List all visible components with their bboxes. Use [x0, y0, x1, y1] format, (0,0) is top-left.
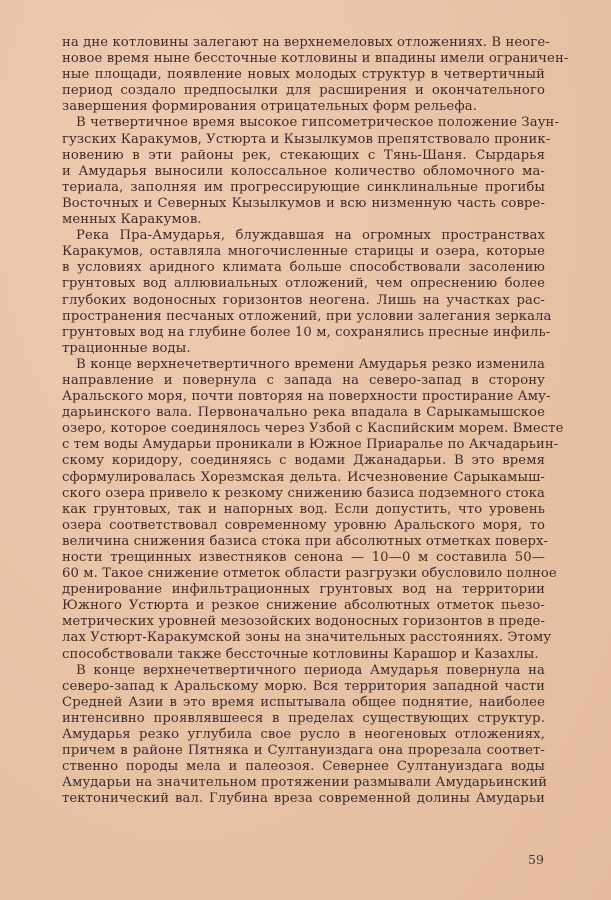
- text-line: тектонический вал. Глубина вреза современной долины Амударьи: [62, 791, 545, 807]
- text-line: Южного Устюрта и резкое снижение абсолютных отметок пьезо-: [62, 598, 545, 614]
- text-line: глубоких водоносных горизонтов неогена. Лишь на участках рас-: [62, 292, 545, 308]
- text-line: В конце верхнечетвертичного периода Амударья повернула на: [76, 662, 545, 678]
- text-line: ского озера привело к резкому снижению базиса подземного стока: [62, 485, 545, 501]
- text-line: пространения песчаных отложений, при условии залегания зеркала: [62, 308, 552, 324]
- text-line: Средней Азии в это время испытывала общее поднятие, наиболее: [62, 694, 545, 710]
- text-line: менных Каракумов.: [62, 212, 202, 228]
- text-line: сформулировалась Хорезмская дельта. Исчезновение Сарыкамыш-: [62, 469, 545, 485]
- paragraph: [62, 228, 552, 357]
- text-line: ственно породы мела и палеозоя. Севернее Султануиздага воды: [62, 759, 545, 775]
- text-line: грунтовых вод на глубине более 10 м, сохранялись пресные инфиль-: [62, 324, 551, 340]
- text-line: завершения формирования отрицательных форм рельефа.: [62, 99, 478, 115]
- text-line: в условиях аридного климата больше способствовали засолению: [62, 260, 545, 276]
- text-line: териала, заполняя им прогрессирующие синклинальные прогибы: [62, 179, 545, 195]
- text-line: лах Устюрт-Каракумской зоны на значительных расстояниях. Этому: [62, 630, 552, 646]
- text-line: новению в эти районы рек, стекающих с Тянь-Шаня. Сырдарья: [62, 147, 545, 163]
- paragraph: [62, 662, 548, 808]
- page-number: 59: [528, 852, 544, 867]
- text-line: как грунтовых, так и напорных вод. Если допустить, что уровень: [62, 501, 545, 517]
- text-line: гузских Каракумов, Устюрта и Кызылкумов препятствовало проник-: [62, 131, 551, 147]
- paragraph: [62, 35, 569, 115]
- text-line: на дне котловины залегают на верхнемеловых отложениях. В неоге-: [62, 35, 550, 50]
- text-line: грунтовых вод аллювиальных отложений, чем опреснению более: [62, 276, 545, 292]
- text-line: ные площади, появление новых молодых структур в четвертичный: [62, 67, 545, 83]
- text-line: дренирование инфильтрационных грунтовых вод на территории: [62, 582, 545, 598]
- text-line: Каракумов, оставляла многочисленные старицы и озера, которые: [62, 244, 545, 260]
- text-line: Восточных и Северных Кызылкумов и всю низменную часть совре-: [62, 195, 545, 211]
- text-line: Амударья резко углубила свое русло в неогеновых отложениях,: [62, 727, 545, 743]
- text-line: причем в районе Пятняка и Султануиздага она прорезала соответ-: [62, 743, 545, 759]
- text-line: период создало предпосылки для расширения и окончательного: [62, 83, 545, 99]
- text-line: скому коридору, соединяясь с водами Джанадарьи. В это время: [62, 453, 545, 469]
- text-line: В конце верхнечетвертичного времени Амударья резко изменила: [76, 356, 545, 372]
- text-line: с тем воды Амударьи проникали в Южное Приаралье по Акчадарьин-: [62, 437, 559, 453]
- text-line: новое время ныне бессточные котловины и впадины имели ограничен-: [62, 51, 569, 67]
- text-line: Река Пра-Амударья, блуждавшая на огромных пространствах: [76, 228, 545, 244]
- text-line: озеро, которое соединялось через Узбой с Каспийским морем. Вместе: [62, 421, 564, 437]
- text-line: способствовали также бессточные котловины Карашор и Казахлы.: [62, 646, 539, 662]
- text-line: озера соответствовал современному уровню Аральского моря, то: [62, 517, 545, 533]
- text-line: трационные воды.: [62, 340, 191, 356]
- text-line: Аральского моря, почти повторяя на поверхности простирание Аму-: [62, 389, 551, 405]
- text-line: В четвертичное время высокое гипсометрическое положение Заун-: [76, 115, 559, 131]
- page-body-text: [62, 35, 569, 808]
- paragraph: [62, 356, 564, 663]
- text-line: и Амударья выносили колоссальное количество обломочного ма-: [62, 163, 545, 179]
- text-line: дарьинского вала. Первоначально река впадала в Сарыкамышское: [62, 405, 545, 421]
- paragraph: [62, 115, 559, 228]
- text-line: направление и повернула с запада на северо-запад в сторону: [62, 372, 545, 388]
- text-line: метрических уровней мезозойских водоносных горизонтов в преде-: [62, 614, 545, 630]
- text-line: северо-запад к Аральскому морю. Вся территория западной части: [62, 678, 545, 694]
- text-line: интенсивно проявлявшееся в пределах существующих структур.: [62, 710, 545, 726]
- text-line: ности трещинных известняков сенона — 10—0 м составила 50—: [62, 550, 545, 565]
- text-line: 60 м. Такое снижение отметок области разгрузки обусловило полное: [62, 566, 557, 582]
- text-line: Амударьи на значительном протяжении размывали Амударьинский: [62, 775, 548, 791]
- text-line: величина снижения базиса стока при абсолютных отметках поверх-: [62, 533, 549, 549]
